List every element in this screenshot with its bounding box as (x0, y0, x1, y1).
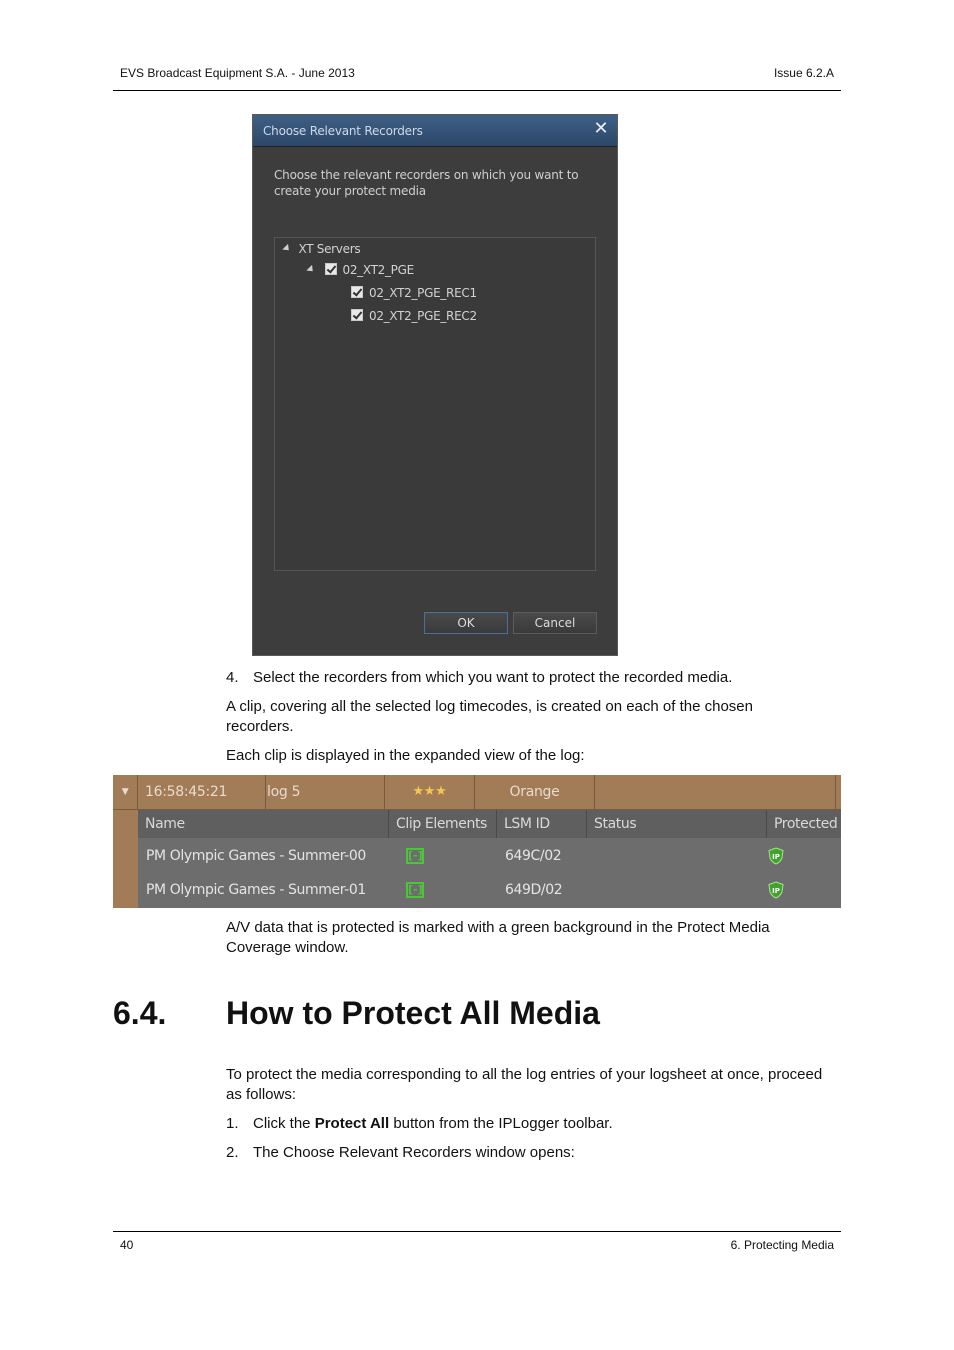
paragraph-clip-displayed: Each clip is displayed in the expanded view of the log: (226, 747, 585, 764)
step-1-post: button from the IPLogger toolbar. (389, 1115, 613, 1132)
step-4-number: 4. (226, 669, 239, 686)
log-entry-header[interactable] (113, 775, 841, 810)
protected-shield-icon (768, 847, 784, 865)
column-header-protected[interactable]: Protected (767, 810, 841, 838)
svg-text:IP: IP (772, 887, 780, 895)
table-row[interactable] (138, 874, 841, 906)
tree-node-root[interactable] (283, 242, 360, 260)
column-header-clip-elements[interactable]: Clip Elements (389, 810, 497, 838)
tree-node-server[interactable] (307, 263, 414, 281)
header-right: Issue 6.2.A (773, 66, 834, 80)
column-header-name[interactable]: Name (138, 810, 389, 838)
recorder-tree (274, 237, 596, 571)
log-name: log 5 (259, 775, 385, 809)
expand-triangle-icon[interactable] (282, 244, 291, 253)
protected-shield-icon (768, 881, 784, 899)
close-icon[interactable]: ✕ (593, 118, 609, 139)
paragraph-protected-marking: A/V data that is protected is marked with a green background in the Protect Media Coverage window. (226, 919, 770, 956)
clip-element-icon[interactable]: [-] (408, 883, 423, 896)
collapse-arrow-icon[interactable]: ▼ (113, 775, 138, 809)
tree-server-label: 02_XT2_PGE (342, 263, 414, 277)
lsm-id: 649C/02 (505, 848, 562, 864)
header-left: EVS Broadcast Equipment S.A. - June 2013 (120, 66, 355, 80)
section-number: 6.4. (113, 995, 167, 1031)
log-empty-cell (595, 775, 836, 809)
tree-node-recorder-2[interactable] (351, 309, 477, 327)
clip-element-icon[interactable]: [-] (408, 849, 423, 862)
step-1-pre: Click the (253, 1115, 315, 1132)
header-rule (113, 90, 841, 91)
clip-name: PM Olympic Games - Summer-01 (146, 882, 366, 898)
recorder-2-checkbox[interactable] (351, 309, 363, 321)
paragraph-clip-created: A clip, covering all the selected log timecodes, is created on each of the chosen recorders. (226, 698, 753, 735)
recorder-1-label: 02_XT2_PGE_REC1 (369, 286, 477, 300)
section-intro: To protect the media corresponding to all the log entries of your logsheet at once, proceed as follows: (226, 1066, 823, 1103)
footer-page-number: 40 (120, 1238, 134, 1252)
column-header-lsm-id[interactable]: LSM ID (497, 810, 587, 838)
log-color: Orange (475, 775, 595, 809)
dialog-intro-text: Choose the relevant recorders on which you want to create your protect media (274, 168, 579, 198)
expand-triangle-icon[interactable] (306, 265, 315, 274)
dialog-title-bar (253, 115, 617, 147)
step-2-number: 2. (226, 1144, 239, 1161)
tree-node-recorder-1[interactable] (351, 286, 477, 304)
choose-recorders-dialog (252, 114, 618, 656)
clip-name: PM Olympic Games - Summer-00 (146, 848, 366, 864)
recorder-2-label: 02_XT2_PGE_REC2 (369, 309, 477, 323)
ok-button[interactable]: OK (424, 612, 508, 634)
clip-table (138, 810, 841, 908)
svg-text:IP: IP (772, 853, 780, 861)
cancel-button[interactable]: Cancel (513, 612, 597, 634)
footer-chapter: 6. Protecting Media (730, 1238, 834, 1252)
step-1-number: 1. (226, 1115, 239, 1132)
table-row[interactable] (138, 840, 841, 872)
log-expanded-view (113, 775, 841, 908)
server-checkbox[interactable] (325, 263, 337, 275)
footer-rule (113, 1231, 841, 1232)
tree-root-label: XT Servers (298, 242, 361, 256)
lsm-id: 649D/02 (505, 882, 563, 898)
log-rating-stars: ★★★ (385, 775, 475, 809)
step-4-text: Select the recorders from which you want to protect the recorded media. (253, 669, 733, 686)
column-header-status[interactable]: Status (587, 810, 767, 838)
recorder-1-checkbox[interactable] (351, 286, 363, 298)
step-1-text (253, 1114, 613, 1134)
protect-all-label: Protect All (314, 1115, 390, 1132)
dialog-title: Choose Relevant Recorders (263, 124, 423, 138)
step-2-text: The Choose Relevant Recorders window opens: (253, 1144, 575, 1161)
log-timecode: 16:58:45:21 (138, 775, 266, 809)
section-title: How to Protect All Media (226, 995, 600, 1031)
